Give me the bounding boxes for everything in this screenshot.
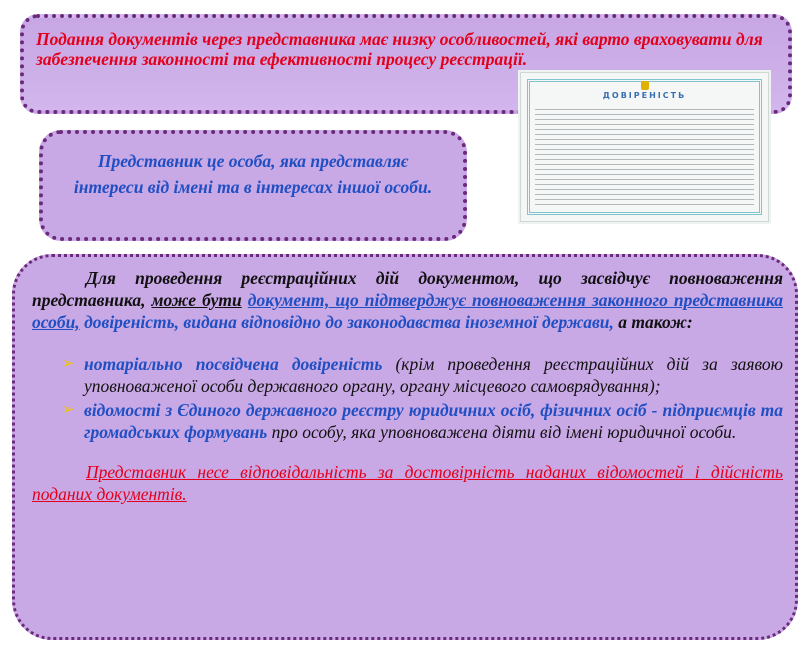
- intro-part-4: довіреність, видана відповідно до законодавства іноземної держави,: [84, 312, 614, 332]
- arrow-bullet-icon: ➢: [62, 402, 75, 418]
- list-item-text: (крім проведення реєстраційних дій за заявою уповноваженої особи державного органу, органу місцевого самоврядування);: [84, 354, 783, 396]
- list-item: [32, 353, 783, 397]
- main-panel: [12, 254, 798, 640]
- intro-paragraph: [32, 267, 783, 333]
- intro-part-5: а також:: [618, 312, 693, 332]
- intro-part-3: документ, що підтверджує повноваження законного представника особи,: [32, 290, 784, 332]
- list-item-bold: відомості з Єдиного державного реєстру юридичних осіб, фізичних осіб - підприємців та громадських формувань: [84, 400, 783, 442]
- list-item-text: про особу, яка уповноважена діяти від імені юридичної особи.: [271, 422, 737, 442]
- main-content: [32, 267, 783, 505]
- power-of-attorney-image: [520, 72, 769, 222]
- definition-text: Представник це особа, яка представляє інтереси від імені та в інтересах іншої особи.: [73, 151, 433, 197]
- arrow-bullet-icon: ➢: [62, 356, 75, 372]
- document-title: ДОВІРЕНІСТЬ: [602, 91, 687, 100]
- intro-text: Подання документів через представника має низку особливостей, які варто враховувати для забезпечення законності та ефективності процесу реєстрації.: [36, 29, 763, 69]
- intro-part-1: Для проведення реєстраційних дій документом, що засвідчує повноваження представника,: [32, 268, 783, 310]
- definition-callout: [39, 130, 467, 241]
- responsibility-note: Представник несе відповідальність за достовірність наданих відомостей і дійсність поданих документів.: [32, 462, 783, 504]
- requirements-list: [32, 353, 783, 443]
- list-item-bold: нотаріально посвідчена довіреність: [84, 354, 383, 374]
- document-text-lines: [535, 105, 754, 207]
- intro-part-2: може бути: [151, 290, 242, 310]
- coat-of-arms-icon: [641, 81, 649, 90]
- list-item: [32, 399, 783, 443]
